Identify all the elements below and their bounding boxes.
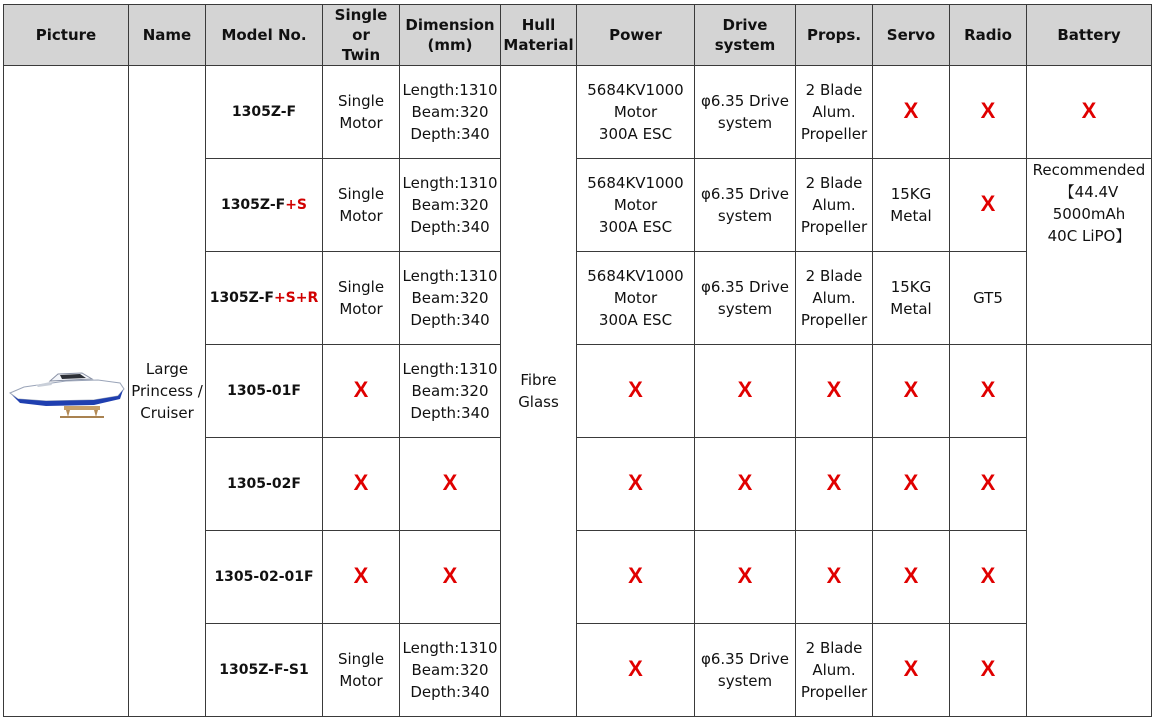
radio-cell <box>950 624 1027 717</box>
model-suffix-s: +S <box>285 197 308 213</box>
header-battery: Battery <box>1027 5 1152 66</box>
cell-text: 2 Blade <box>805 174 863 192</box>
cell-text: Alum. <box>812 661 856 679</box>
cell-text: 15KG <box>890 185 932 203</box>
cell-text: 2 Blade <box>805 639 863 657</box>
cell-text: Motor <box>613 196 658 214</box>
header-picture: Picture <box>4 5 129 66</box>
header-single-twin <box>323 5 400 66</box>
cell-text: Beam:320 <box>411 289 489 307</box>
single-cell <box>323 531 400 624</box>
x-mark-icon: X <box>628 377 643 402</box>
servo-cell <box>873 531 950 624</box>
cell-text: φ6.35 Drive <box>700 650 790 668</box>
radio-cell <box>950 252 1027 345</box>
cell-text: Beam:320 <box>411 661 489 679</box>
cell-text: Metal <box>890 300 932 318</box>
single-cell <box>323 624 400 717</box>
x-mark-icon: X <box>826 563 842 588</box>
cell-text: Single <box>337 650 385 668</box>
table-row <box>4 66 1152 159</box>
x-mark-icon: X <box>903 563 919 588</box>
servo-cell <box>873 159 950 252</box>
single-cell <box>323 159 400 252</box>
cell-text: Motor <box>339 114 383 132</box>
dimension-cell <box>400 252 501 345</box>
x-mark-icon: X <box>737 470 753 495</box>
header-text: Twin <box>341 46 381 64</box>
power-cell <box>577 345 695 438</box>
boat-image <box>6 361 126 421</box>
battery-text: Recommended <box>1032 161 1146 179</box>
radio-cell <box>950 345 1027 438</box>
cell-text: Depth:340 <box>410 311 490 329</box>
cell-text: Depth:340 <box>410 218 490 236</box>
header-name: Name <box>129 5 206 66</box>
props-cell <box>796 531 873 624</box>
model-cell <box>206 159 323 252</box>
dimension-cell <box>400 66 501 159</box>
single-cell <box>323 438 400 531</box>
cell-text: Motor <box>339 207 383 225</box>
cell-text: 5684KV1000 <box>587 81 684 99</box>
model-base: 1305Z-F <box>209 290 274 306</box>
props-cell <box>796 438 873 531</box>
drive-cell <box>695 66 796 159</box>
x-mark-icon: X <box>353 377 369 402</box>
single-cell <box>323 66 400 159</box>
header-text: Single or <box>334 6 388 44</box>
model-cell <box>206 624 323 717</box>
x-mark-icon: X <box>1081 98 1097 123</box>
model-cell <box>206 531 323 624</box>
dimension-cell <box>400 159 501 252</box>
header-servo: Servo <box>873 5 950 66</box>
header-text: system <box>714 36 776 54</box>
servo-cell <box>873 438 950 531</box>
x-mark-icon: X <box>903 377 919 402</box>
drive-cell <box>695 252 796 345</box>
model-base: 1305Z-F <box>220 197 286 213</box>
radio-cell <box>950 66 1027 159</box>
dimension-cell <box>400 624 501 717</box>
cell-text: Length:1310 <box>402 360 498 378</box>
x-mark-icon: X <box>980 191 996 216</box>
cell-text: Metal <box>890 207 932 225</box>
header-drive <box>695 5 796 66</box>
cell-text: Depth:340 <box>410 404 490 422</box>
cell-text: Alum. <box>812 196 856 214</box>
header-text: Hull <box>521 16 556 34</box>
props-cell <box>796 159 873 252</box>
drive-cell <box>695 159 796 252</box>
cell-text: Propeller <box>800 683 868 701</box>
cell-text: Depth:340 <box>410 125 490 143</box>
radio-cell <box>950 159 1027 252</box>
name-text: Large <box>145 360 189 378</box>
drive-cell <box>695 438 796 531</box>
cell-text: Propeller <box>800 218 868 236</box>
cell-text: Single <box>337 185 385 203</box>
model-suffix-r: +R <box>295 290 319 306</box>
cell-text: Propeller <box>800 125 868 143</box>
model-base: 1305-02F <box>227 476 301 492</box>
x-mark-icon: X <box>442 470 458 495</box>
servo-cell <box>873 66 950 159</box>
power-cell <box>577 66 695 159</box>
battery-recommended-cell <box>1027 159 1152 345</box>
boat-picture-cell <box>4 66 129 717</box>
cell-text: 2 Blade <box>805 267 863 285</box>
x-mark-icon: X <box>353 563 369 588</box>
battery-cell <box>1027 66 1152 159</box>
cell-text: system <box>717 672 773 690</box>
x-mark-icon: X <box>980 563 996 588</box>
cell-text: Beam:320 <box>411 103 489 121</box>
cell-text: Length:1310 <box>402 267 498 285</box>
dimension-cell <box>400 438 501 531</box>
drive-cell <box>695 531 796 624</box>
model-cell <box>206 438 323 531</box>
x-mark-icon: X <box>980 98 996 123</box>
cell-text: Beam:320 <box>411 196 489 214</box>
model-cell <box>206 252 323 345</box>
x-mark-icon: X <box>353 470 369 495</box>
x-mark-icon: X <box>737 563 753 588</box>
x-mark-icon: X <box>628 656 643 681</box>
header-hull <box>501 5 577 66</box>
x-mark-icon: X <box>980 656 996 681</box>
cell-text: Single <box>337 278 385 296</box>
battery-text: 40C LiPO】 <box>1047 227 1131 245</box>
x-mark-icon: X <box>826 470 842 495</box>
cell-text: 5684KV1000 <box>587 267 684 285</box>
battery-text: 5000mAh <box>1052 205 1126 223</box>
servo-cell <box>873 345 950 438</box>
x-mark-icon: X <box>737 377 753 402</box>
cell-text: system <box>717 300 773 318</box>
model-base: 1305Z-F-S1 <box>219 662 309 678</box>
cell-text: Motor <box>339 300 383 318</box>
x-mark-icon: X <box>980 470 996 495</box>
power-cell <box>577 531 695 624</box>
cell-text: system <box>717 114 773 132</box>
cell-text: Alum. <box>812 103 856 121</box>
battery-empty-cell <box>1027 345 1152 717</box>
header-text: (mm) <box>427 36 473 54</box>
header-text: Dimension <box>405 16 495 34</box>
cell-text: Length:1310 <box>402 639 498 657</box>
x-mark-icon: X <box>628 563 643 588</box>
cell-text: GT5 <box>973 289 1003 307</box>
cell-text: Single <box>337 92 385 110</box>
cell-text: Motor <box>613 103 658 121</box>
name-text: Cruiser <box>140 404 194 422</box>
x-mark-icon: X <box>903 98 919 123</box>
cell-text: 300A ESC <box>598 311 673 329</box>
model-base: 1305Z-F <box>231 104 297 120</box>
x-mark-icon: X <box>442 563 458 588</box>
hull-cell <box>501 66 577 717</box>
header-model: Model No. <box>206 5 323 66</box>
header-text: Material <box>503 36 574 54</box>
power-cell <box>577 438 695 531</box>
cell-text: φ6.35 Drive <box>700 92 790 110</box>
model-suffix-s: +S <box>273 290 296 306</box>
header-radio: Radio <box>950 5 1027 66</box>
dimension-cell <box>400 345 501 438</box>
servo-cell <box>873 252 950 345</box>
model-base: 1305-02-01F <box>214 569 314 585</box>
hull-text: Glass <box>518 393 559 411</box>
x-mark-icon: X <box>903 656 919 681</box>
power-cell <box>577 252 695 345</box>
cell-text: Alum. <box>812 289 856 307</box>
cell-text: Length:1310 <box>402 174 498 192</box>
cell-text: Length:1310 <box>402 81 498 99</box>
cell-text: Beam:320 <box>411 382 489 400</box>
radio-cell <box>950 438 1027 531</box>
x-mark-icon: X <box>826 377 842 402</box>
hull-text: Fibre <box>520 371 557 389</box>
single-cell <box>323 345 400 438</box>
props-cell <box>796 66 873 159</box>
power-cell <box>577 159 695 252</box>
power-cell <box>577 624 695 717</box>
x-mark-icon: X <box>980 377 996 402</box>
cell-text: 5684KV1000 <box>587 174 684 192</box>
drive-cell <box>695 624 796 717</box>
props-cell <box>796 345 873 438</box>
radio-cell <box>950 531 1027 624</box>
header-row <box>4 5 1152 66</box>
cell-text: 300A ESC <box>598 218 673 236</box>
cell-text: Motor <box>613 289 658 307</box>
servo-cell <box>873 624 950 717</box>
model-cell <box>206 345 323 438</box>
header-dimension <box>400 5 501 66</box>
cell-text: Motor <box>339 672 383 690</box>
cell-text: 15KG <box>890 278 932 296</box>
name-text: Princess / <box>131 382 203 400</box>
x-mark-icon: X <box>628 470 643 495</box>
cell-text: φ6.35 Drive <box>700 278 790 296</box>
cell-text: φ6.35 Drive <box>700 185 790 203</box>
x-mark-icon: X <box>903 470 919 495</box>
props-cell <box>796 252 873 345</box>
cell-text: Propeller <box>800 311 868 329</box>
cell-text: 2 Blade <box>805 81 863 99</box>
dimension-cell <box>400 531 501 624</box>
model-base: 1305-01F <box>227 383 301 399</box>
cell-text: system <box>717 207 773 225</box>
cell-text: 300A ESC <box>598 125 673 143</box>
drive-cell <box>695 345 796 438</box>
header-text: Drive <box>722 16 768 34</box>
header-props: Props. <box>796 5 873 66</box>
props-cell <box>796 624 873 717</box>
spec-table <box>3 4 1152 717</box>
header-power: Power <box>577 5 695 66</box>
model-cell <box>206 66 323 159</box>
single-cell <box>323 252 400 345</box>
cell-text: Depth:340 <box>410 683 490 701</box>
name-cell <box>129 66 206 717</box>
battery-text: 【44.4V <box>1059 183 1119 201</box>
